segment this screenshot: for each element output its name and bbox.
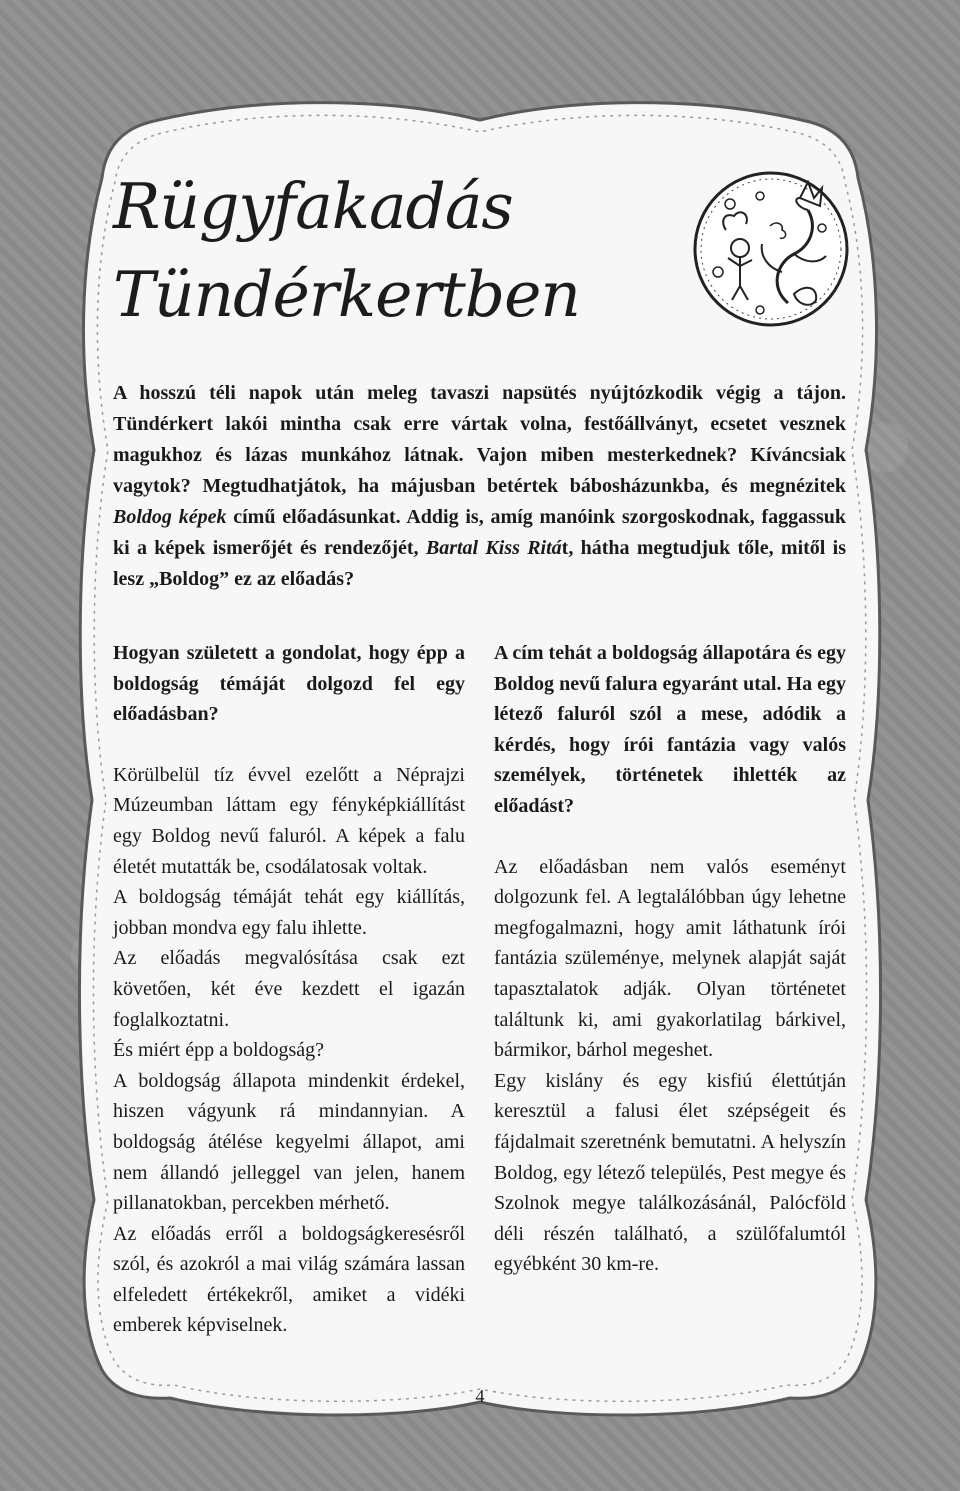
left-answer-paragraph-2: A boldogság témáját tehát egy kiállítás, jobban mondva egy falu ihlette. [113, 886, 465, 939]
page-title [113, 163, 580, 339]
title-line-2: Tündérkertben [113, 258, 580, 331]
title-line-1: Rügyfakadás [113, 170, 513, 243]
left-column [113, 638, 465, 1341]
right-column [494, 638, 846, 1280]
left-question: Hogyan született a gondolat, hogy épp a boldogság témáját dolgozd fel egy előadásban? [113, 642, 465, 726]
left-answer-paragraph-6: Az előadás erről a boldogságkeresésről szól, és azokról a mai világ számára lassan elfeledett értékekről, amiket a vidéki emberek képviselnek. [113, 1222, 465, 1337]
left-answer-paragraph-5: A boldogság állapota mindenkit érdekel, hiszen vágyunk rá mindannyian. A boldogság átélése kegyelmi állapot, ami nem állandó jelleggel van jelen, hanem pillanatokban, percekben mérhető. [113, 1069, 465, 1215]
intro-show-title: Boldog képek [113, 506, 227, 528]
right-question: A cím tehát a boldogság állapotára és egy Boldog nevű falura egyaránt utal. Ha egy létező faluról szól a mese, adódik a kérdés, hogy írói fantázia vagy valós személyek, történetek ihlették az előadást? [494, 642, 846, 817]
left-answer-paragraph-4: És miért épp a boldogság? [113, 1039, 325, 1062]
left-answer-paragraph-3: Az előadás megvalósítása csak ezt követően, két éve kezdett el igazán foglalkoztatni. [113, 947, 465, 1031]
intro-text-2: című előadásunkat. Addig is, amíg manóink szorgoskodnak, faggassuk ki a képek ismerőjét és rendezőjét, [113, 506, 846, 559]
intro-text-1: A hosszú téli napok után meleg tavaszi napsütés nyújtózkodik végig a tájon. Tündérkert lakói mintha csak erre vártak volna, festőállványt, ecsetet vesznek magukhoz és lázas munkához látnak. Vajon miben mesterkednek? Kíváncsiak vagytok? Megtudhatjátok, ha májusban betértek bábosházunkba, és megnézitek [113, 382, 846, 497]
intro-paragraph [113, 378, 846, 595]
right-answer-paragraph-1: Az előadásban nem valós eseményt dolgozunk fel. A legtalálóbban úgy lehetne megfogalmazni, hogy amit láthatunk írói fantázia szüleménye, melynek alapját saját tapasztalatok adják. Olyan történetet találtunk ki, ami gyakorlatilag bárkivel, bármikor, bárhol megeshet. [494, 855, 846, 1062]
intro-text-3: t, hátha megtudjuk tőle, mitől is lesz „Boldog” ez az előadás? [113, 537, 846, 590]
folk-art-emblem-icon [690, 168, 852, 330]
left-answer-paragraph-1: Körülbelül tíz évvel ezelőtt a Néprajzi Múzeumban láttam egy fényképkiállítást egy Boldog nevű faluról. A képek a falu életét mutatták be, csodálatosak voltak. [113, 763, 465, 878]
right-answer-paragraph-2: Egy kislány és egy kisfiú élettútján keresztül a falusi élet szépségeit és fájdalmait szeretnénk bemutatni. A helyszín Boldog, egy létező település, Pest megye és Szolnok megye találkozásánál, Palócföld déli részén található, a szülőfalumtól egyébként 30 km-re. [494, 1069, 846, 1276]
page-number: 4 [475, 1386, 485, 1406]
intro-director-name: Bartal Kiss Ritá [425, 537, 562, 559]
